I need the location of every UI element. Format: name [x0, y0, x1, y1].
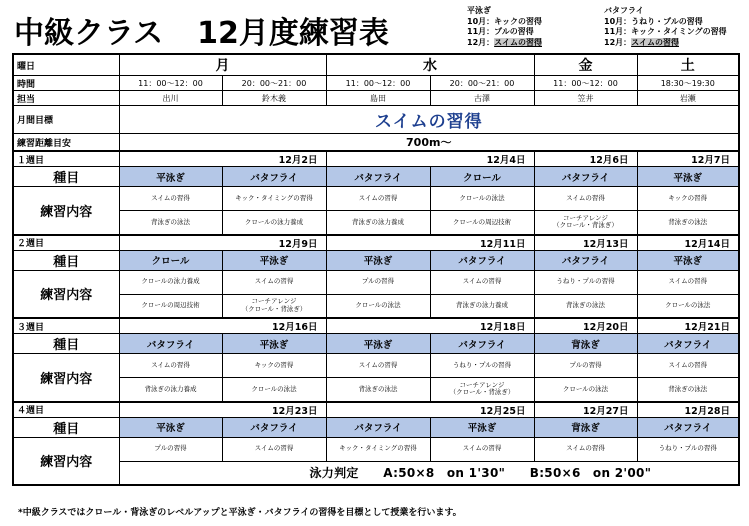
stroke-cell: 背泳ぎ [534, 417, 637, 437]
stroke-cell: バタフライ [326, 417, 430, 437]
note-line: 11月：キック・タイミングの習得 [604, 27, 727, 36]
date-wednesday: 12月11日 [326, 235, 534, 251]
header [0, 0, 749, 54]
content-cell: クロールの周辺技術 [119, 294, 222, 318]
content-cell: スイムの習得 [119, 354, 222, 378]
time-cell: 11：00～12：00 [326, 76, 430, 91]
date-monday: 12月9日 [119, 235, 326, 251]
note-month: 12月： [604, 37, 632, 47]
note-line [467, 38, 542, 49]
content-cell: スイムの習得 [637, 354, 739, 378]
date-wednesday: 12月18日 [326, 318, 534, 334]
goal-label: 月間目標 [13, 106, 119, 134]
note-heading: 平泳ぎ [467, 6, 491, 15]
note-line: 11月：プルの習得 [467, 27, 534, 36]
stroke-label: 種目 [13, 417, 119, 437]
content-cell: スイムの習得 [326, 354, 430, 378]
stroke-cell: 平泳ぎ [430, 417, 534, 437]
week-date-row [13, 235, 739, 251]
coach-cell: 島田 [326, 91, 430, 106]
stroke-cell: バタフライ [534, 167, 637, 187]
content-row [13, 437, 739, 461]
content-cell: スイムの習得 [326, 187, 430, 211]
distance-label: 練習距離目安 [13, 134, 119, 152]
stroke-cell: クロール [430, 167, 534, 187]
coach-label: 担当 [13, 91, 119, 106]
stroke-cell: 平泳ぎ [637, 250, 739, 270]
date-saturday: 12月7日 [637, 151, 739, 167]
stroke-cell: 平泳ぎ [326, 250, 430, 270]
content-row [13, 354, 739, 378]
content-cell: プルの習得 [119, 437, 222, 461]
content-cell: クロールの泳法 [326, 294, 430, 318]
stroke-cell: バタフライ [637, 417, 739, 437]
coach-cell: 出川 [119, 91, 222, 106]
content-label: 練習内容 [13, 187, 119, 235]
content-cell: コーチアレンジ （クロール・背泳ぎ） [430, 378, 534, 402]
date-saturday: 12月14日 [637, 235, 739, 251]
content-cell: スイムの習得 [222, 437, 326, 461]
week-label: ４週目 [13, 402, 119, 418]
butterfly-notes [604, 6, 727, 48]
content-cell: クロールの泳法 [430, 187, 534, 211]
coach-cell: 古澤 [430, 91, 534, 106]
date-friday: 12月6日 [534, 151, 637, 167]
breaststroke-notes [467, 6, 542, 48]
content-cell: コーチアレンジ （クロール・背泳ぎ） [222, 294, 326, 318]
distance-value: 700m～ [119, 134, 739, 152]
date-monday: 12月23日 [119, 402, 326, 418]
date-wednesday: 12月4日 [326, 151, 534, 167]
stroke-cell: バタフライ [222, 417, 326, 437]
time-cell: 11：00～12：00 [119, 76, 222, 91]
stroke-row [13, 417, 739, 437]
content-cell: クロールの泳力養成 [222, 211, 326, 235]
stroke-cell: クロール [119, 250, 222, 270]
coach-cell: 鈴木義 [222, 91, 326, 106]
date-monday: 12月2日 [119, 151, 326, 167]
stroke-row [13, 334, 739, 354]
monthly-goal: スイムの習得 [119, 106, 739, 134]
day-row [13, 54, 739, 76]
stroke-label: 種目 [13, 250, 119, 270]
day-monday: 月 [119, 54, 326, 76]
content-cell: うねり・プルの習得 [534, 270, 637, 294]
test-row [13, 461, 739, 485]
content-cell: クロールの泳法 [637, 294, 739, 318]
content-cell: 背泳ぎの泳法 [119, 211, 222, 235]
stroke-cell: バタフライ [222, 167, 326, 187]
content-cell: 背泳ぎの泳法 [326, 378, 430, 402]
stroke-cell: バタフライ [326, 167, 430, 187]
content-label: 練習内容 [13, 354, 119, 402]
stroke-cell: 平泳ぎ [326, 334, 430, 354]
note-line: 10月：キックの習得 [467, 16, 542, 26]
content-cell: キックの習得 [222, 354, 326, 378]
stroke-cell: 平泳ぎ [119, 167, 222, 187]
content-row [13, 378, 739, 402]
date-friday: 12月20日 [534, 318, 637, 334]
stroke-cell: バタフライ [430, 250, 534, 270]
stroke-row [13, 250, 739, 270]
stroke-cell: 平泳ぎ [119, 417, 222, 437]
day-wednesday: 水 [326, 54, 534, 76]
content-row [13, 294, 739, 318]
footer-note: *中級クラスではクロール・背泳ぎのレベルアップと平泳ぎ・バタフライの習得を目標として授業を行います。 [18, 508, 462, 518]
content-cell: スイムの習得 [430, 270, 534, 294]
schedule-table [12, 53, 740, 486]
content-cell: うねり・プルの習得 [430, 354, 534, 378]
content-cell: 背泳ぎの泳力養成 [326, 211, 430, 235]
content-cell: プルの習得 [534, 354, 637, 378]
content-cell: コーチアレンジ （クロール・背泳ぎ） [534, 211, 637, 235]
coach-cell: 岩瀬 [637, 91, 739, 106]
stroke-cell: 平泳ぎ [222, 250, 326, 270]
date-saturday: 12月28日 [637, 402, 739, 418]
swim-test: 泳力判定 A:50×8 on 1'30" B:50×6 on 2'00" [119, 461, 739, 485]
page-title [14, 8, 389, 52]
content-row [13, 211, 739, 235]
stroke-cell: 背泳ぎ [534, 334, 637, 354]
content-row [13, 187, 739, 211]
goal-row [13, 106, 739, 134]
coach-cell: 笠井 [534, 91, 637, 106]
content-cell: キック・タイミングの習得 [222, 187, 326, 211]
stroke-cell: バタフライ [534, 250, 637, 270]
content-cell: クロールの周辺技術 [430, 211, 534, 235]
content-cell: 背泳ぎの泳法 [637, 378, 739, 402]
content-cell: 背泳ぎの泳力養成 [430, 294, 534, 318]
day-saturday: 土 [637, 54, 739, 76]
content-row [13, 270, 739, 294]
content-cell: プルの習得 [326, 270, 430, 294]
day-label: 曜日 [13, 54, 119, 76]
date-wednesday: 12月25日 [326, 402, 534, 418]
note-month: 12月： [467, 37, 495, 47]
day-friday: 金 [534, 54, 637, 76]
week-label: ３週目 [13, 318, 119, 334]
week-date-row [13, 151, 739, 167]
time-cell: 11：00～12：00 [534, 76, 637, 91]
note-heading: バタフライ [604, 6, 644, 15]
content-cell: スイムの習得 [534, 187, 637, 211]
content-cell: スイムの習得 [430, 437, 534, 461]
title-schedule-name: 12月度練習表 [197, 16, 389, 51]
stroke-cell: バタフライ [119, 334, 222, 354]
content-cell: スイムの習得 [637, 270, 739, 294]
time-label: 時間 [13, 76, 119, 91]
content-cell: キック・タイミングの習得 [326, 437, 430, 461]
stroke-label: 種目 [13, 334, 119, 354]
content-cell: 背泳ぎの泳法 [637, 211, 739, 235]
content-label: 練習内容 [13, 437, 119, 485]
content-cell: スイムの習得 [222, 270, 326, 294]
content-cell: うねり・プルの習得 [637, 437, 739, 461]
distance-row [13, 134, 739, 152]
week-label: １週目 [13, 151, 119, 167]
date-friday: 12月27日 [534, 402, 637, 418]
week-label: ２週目 [13, 235, 119, 251]
content-cell: クロールの泳法 [534, 378, 637, 402]
content-cell: スイムの習得 [534, 437, 637, 461]
note-highlight: スイムの習得 [494, 37, 542, 47]
content-cell: 背泳ぎの泳法 [534, 294, 637, 318]
stroke-cell: バタフライ [430, 334, 534, 354]
stroke-cell: バタフライ [637, 334, 739, 354]
stroke-row [13, 167, 739, 187]
stroke-cell: 平泳ぎ [222, 334, 326, 354]
title-class-name: 中級クラス [14, 16, 164, 51]
content-cell: 背泳ぎの泳力養成 [119, 378, 222, 402]
week-date-row [13, 318, 739, 334]
content-cell: クロールの泳法 [222, 378, 326, 402]
note-line [604, 38, 727, 49]
coach-row [13, 91, 739, 106]
date-friday: 12月13日 [534, 235, 637, 251]
content-label: 練習内容 [13, 270, 119, 318]
content-cell: クロールの泳力養成 [119, 270, 222, 294]
time-cell: 18:30～19:30 [637, 76, 739, 91]
week-date-row [13, 402, 739, 418]
date-monday: 12月16日 [119, 318, 326, 334]
note-highlight: スイムの習得 [631, 37, 679, 47]
date-saturday: 12月21日 [637, 318, 739, 334]
time-row [13, 76, 739, 91]
time-cell: 20：00～21：00 [222, 76, 326, 91]
time-cell: 20：00～21：00 [430, 76, 534, 91]
stroke-label: 種目 [13, 167, 119, 187]
content-cell: キックの習得 [637, 187, 739, 211]
note-line: 10月：うねり・プルの習得 [604, 16, 703, 26]
stroke-cell: 平泳ぎ [637, 167, 739, 187]
content-cell: スイムの習得 [119, 187, 222, 211]
